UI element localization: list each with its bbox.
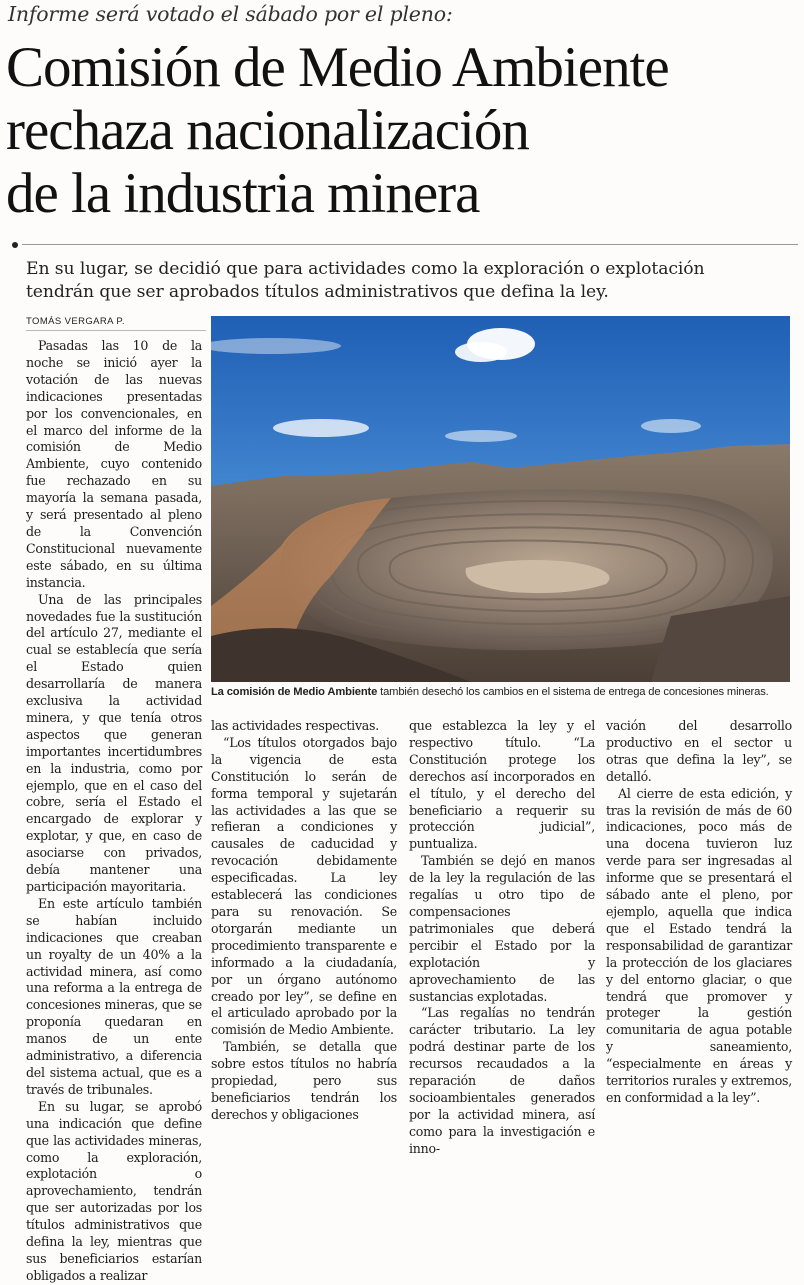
paragraph: También, se detalla que sobre estos títulos no habría propiedad, pero sus beneficiarios tendrán los derechos y obligaciones <box>211 1039 397 1122</box>
headline-divider <box>22 244 798 245</box>
paragraph: Una de las principales novedades fue la sustitución del artículo 27, mediante el cual se establecía que sería el Estado quien desarrollaría de manera exclusiva la actividad minera, y que tenía otros aspectos que generan importantes incertidumbres en la industria, como por ejemplo, que en el caso del cobre, sería el Estado el encargado de explorar y explotar, y que, en caso de asociarse con privados, debía mantener una participación mayoritaria. <box>26 591 202 894</box>
column-1 <box>26 338 202 1285</box>
paragraph: Al cierre de esta edición, y tras la revisión de más de 60 indicaciones, poco más de una docena tuvieron luz verde para ser ingresadas al informe que se presentará el sábado ante el pleno, por ejemplo, aquella que indica que el Estado tendrá la responsabilidad de garantizar la protección de los glaciares y del entorno glaciar, o que tendrá que promover y proteger la gestión comunitaria de agua potable y saneamiento, “especialmente en áreas y territorios rurales y extremos, en conformidad a la ley”. <box>606 785 792 1105</box>
deck-line-1: En su lugar, se decidió que para actividades como la exploración o explotación <box>26 259 705 279</box>
paragraph: También se dejó en manos de la ley la regulación de las regalías u otro tipo de compensaciones patrimoniales que deberá percibir el Estado por la explotación y aprovechamiento de las sustancias explotadas. <box>409 853 595 1004</box>
paragraph: que establezca la ley y el respectivo título. “La Constitución protege los derechos así incorporados en el título, y el derecho del beneficiario a requerir su protección judicial”, puntualiza. <box>409 718 595 852</box>
article-headline <box>6 36 796 225</box>
caption-bold: La comisión de Medio Ambiente <box>211 686 378 698</box>
article-kicker: Informe será votado el sábado por el pleno: <box>8 2 453 26</box>
article-deck <box>26 258 796 304</box>
byline-divider <box>26 330 206 331</box>
paragraph: En este artículo también se habían incluido indicaciones que creaban un royalty de un 40% a la actividad minera, así como una reforma a la entrega de concesiones mineras, que se proponía quedaran en manos de un ente administrativo, a diferencia del sistema actual, que es a través de tribunales. <box>26 895 202 1097</box>
paragraph: vación del desarrollo productivo en el sector u otras que defina la ley”, se detalló. <box>606 718 792 784</box>
bullet-dot <box>12 242 18 248</box>
paragraph: En su lugar, se aprobó una indicación que define que las actividades mineras, como la exploración, explotación o aprovechamiento, tendrán que ser autorizadas por los títulos administrativos que defina la ley, mientras que sus beneficiarios estarían obligados a realizar <box>26 1098 202 1283</box>
caption-text: también desechó los cambios en el sistema de entrega de concesiones mineras. <box>377 686 769 698</box>
column-2 <box>211 718 397 1124</box>
photo-caption <box>211 686 796 698</box>
headline-line-1: Comisión de Medio Ambiente <box>6 36 669 99</box>
paragraph: “Las regalías no tendrán carácter tributario. La ley podrá destinar parte de los recursos recaudados a la reparación de daños socioambientales generados por la actividad minera, así como para la investigación e inno- <box>409 1005 595 1156</box>
column-3 <box>409 718 595 1158</box>
paragraph: “Los títulos otorgados bajo la vigencia de esta Constitución lo serán de forma temporal y sujetarán las actividades a las que se refieran a condiciones y causales de caducidad y revocación debidamente especificadas. La ley establecerá las condiciones para su renovación. Se otorgarán mediante un procedimiento transparente e informado a la ciudadanía, por un órgano autónomo creado por ley”, se define en el articulado aprobado por la comisión de Medio Ambiente. <box>211 734 397 1038</box>
open-pit-mine-image <box>211 316 790 682</box>
column-4 <box>606 718 792 1107</box>
byline: TOMÁS VERGARA P. <box>26 316 125 327</box>
paragraph: las actividades respectivas. <box>211 718 380 733</box>
headline-line-3: de la industria minera <box>6 162 480 225</box>
headline-line-2: rechaza nacionalización <box>6 99 529 162</box>
deck-line-2: tendrán que ser aprobados títulos administrativos que defina la ley. <box>26 282 609 302</box>
paragraph: Pasadas las 10 de la noche se inició ayer la votación de las nuevas indicaciones presentadas por los convencionales, en el marco del informe de la comisión de Medio Ambiente, cuyo contenido fue rechazado en su mayoría la semana pasada, y será presentado al pleno de la Convención Constitucional nuevamente este sábado, en su última instancia. <box>26 338 202 590</box>
mine-photo <box>211 316 790 682</box>
